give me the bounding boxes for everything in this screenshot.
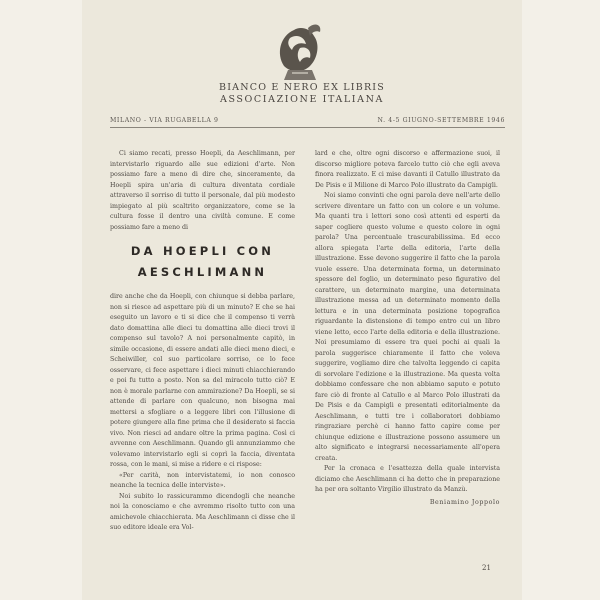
- issue-text: N. 4-5 GIUGNO-SETTEMBRE 1946: [377, 117, 505, 124]
- intro-paragraph: Ci siamo recati, presso Hoepli, da Aeschlimann, per intervistarlo riguardo alle sue edizioni d'arte. Non possiamo fare a meno di dire che, sinceramente, da Hoepli spira un'aria di cultura diventata cordiale attraverso il sorriso di tutto il personale, dal più modesto impiegato al più scaltrito organizzatore, come se la cultura fosse il dentro una civiltà comune. E come possiamo fare a meno di: [110, 150, 295, 231]
- ex-libris-emblem-icon: [270, 18, 330, 86]
- body-paragraph: dire anche che da Hoepli, con chiunque si debba parlare, non si riesce ad aspettare più di un minuto? E che se hai eseguito un lavoro e ti si dice che il compenso ti verrà dato domattina alle dieci tu domattina alle dieci trovi il compenso sul tavolo? A noi personalmente capitò, in simile occasione, di essere andati alle dieci meno dieci, e Scheiwiller, col suo particolare sorriso, ce lo fece osservare, ci fece aspettare i dieci minuti chiacchierando e poi fu tutto a posto. Non sa del miracolo tutto ciò? E non è morale parlarne con ammirazione? Da Hoepli, se si attende di parlare con qualcuno, non bisogna mai mettersi a sfogliare o a leggere libri con l'illusione di potere giungere alla fine prima che il desiderato si faccia vivo. Non riesci ad andare oltre la prima pagina. Così ci avvenne con Aeschlimann. Quando gli annunziammo che volevamo intervistarlo egli si coprì la faccia, diventata rossa, con le mani, si mise a ridere e ci rispose:: [110, 293, 295, 468]
- right-paragraph-3: Per la cronaca e l'esattezza della quale intervista diciamo che Aeschlimann ci ha detto che in preparazione ha per ora soltanto Virgilio illustrato da Manzù.: [315, 465, 500, 493]
- address-text: MILANO - VIA RUGABELLA 9: [110, 117, 219, 124]
- right-paragraph-2: Noi siamo convinti che ogni parola deve nell'arte dello scrivere diventare un fatto con un colore e un volume. Ma quanti tra i lettori sono così attenti ed esperti da saper cogliere questo volume e questo colore in ogni parola? Una percentuale trascurabilissima. Ed ecco allora spiegata l'arte della editoria, l'arte della illustrazione. Esse devono suggerire il fatto che la parola vuole essere. Una determinata forma, un determinato spessore del foglio, un determinato peso figurativo del carattere, un determinato margine, una determinata illustrazione messa ad un determinato momento della lettura e in una determinata posizione topografica riguardante la distensione di tempo entro cui un libro viene letto, ecco l'arte della editoria e della illustrazione. Noi presumiamo di essere tra quei pochi ai quali la parola suggerisce chiaramente il fatto che voleva suggerire, vogliamo dire che talvolta leggendo ci capita di sorvolare l'edizione e la illustrazione. Ma questa volta dobbiamo confessare che non abbiamo saputo e potuto fare ciò di fronte al Catullo e al Marco Polo illustrati da De Pisis e da Campigli e presentati editorialmente da Aeschlimann, e tutti tre i collaboratori dobbiamo ringraziare perchè ci hanno fatto capire come per chiunque edizione e illustrazione possono assumere un alto significato e integrarsi necessariamente all'opera creata.: [315, 192, 500, 462]
- title-line-2: AESCHLIMANN: [137, 265, 268, 279]
- title-line-1: DA HOEPLI CON: [130, 244, 275, 258]
- left-column: [110, 149, 295, 534]
- association-name-line2: ASSOCIAZIONE ITALIANA: [220, 94, 384, 105]
- page-number: 21: [482, 564, 491, 572]
- author-signature: Beniamino Joppolo: [429, 498, 500, 506]
- article-title: [110, 241, 295, 283]
- quote-paragraph: «Per carità, non intervistatemi, io non conosco neanche la tecnica delle interviste».: [110, 471, 295, 489]
- right-paragraph-1: lard e che, oltre ogni discorso e affermazione suoi, il discorso migliore poteva farcelo tutto ciò che egli aveva finora realizzato. E ci mise davanti il Catullo illustrato da De Pisis e il Milione di Marco Polo illustrato da Campigli.: [315, 150, 500, 189]
- association-name-line1: BIANCO E NERO EX LIBRIS: [219, 82, 385, 93]
- journal-page: [82, 0, 522, 600]
- right-column: [315, 149, 500, 508]
- header-divider: [110, 127, 505, 128]
- continuation-paragraph: Noi subito lo rassicurammo dicendogli che neanche noi la conosciamo e che avremmo risolto tutto con una amichevole chiacchierata. Ma Aeschlimann ci disse che il suo editore ideale era Vol-: [110, 492, 295, 531]
